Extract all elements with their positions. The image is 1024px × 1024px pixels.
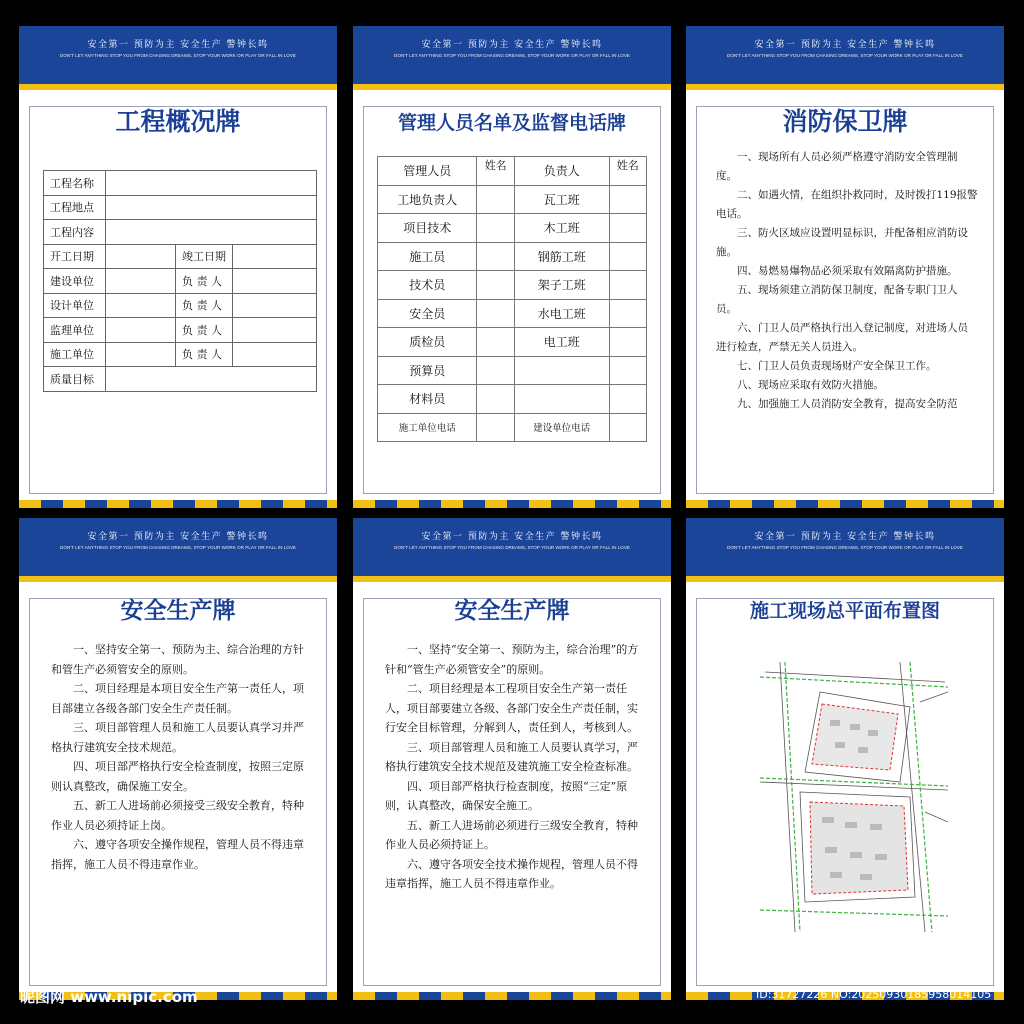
table-row: [378, 157, 647, 186]
board-header: [353, 26, 671, 84]
paragraph: 四、项目部严格执行检查制度，按照“三定”原则，认真整改，确保安全施工。: [385, 779, 628, 812]
table-row: [44, 318, 317, 343]
row-label: 施工单位: [44, 342, 106, 367]
table-cell: 管理人员: [378, 157, 477, 186]
slogan-en: DON'T LET ANYTHING STOP YOU FROM CHASING DREAMS, STOP YOUR WORK OR PLAY OR FALL IN LOVE: [727, 53, 963, 58]
board-staff-list: [353, 26, 671, 508]
value-cell: [106, 195, 317, 220]
value-cell: [106, 220, 317, 245]
table-cell: [609, 214, 647, 243]
row-label: 工程地点: [44, 195, 106, 220]
table-cell: 负责人: [514, 157, 609, 186]
table-cell: [609, 385, 647, 414]
paragraph: 二、项目经理是本工程项目安全生产第一责任人，项目部要建立各级、各部门安全生产责任制，实行安全目标管理，分解到人，责任到人，考核到人。: [385, 682, 638, 734]
paragraph: 六、遵守各项安全操作规程，管理人员不得违章指挥，施工人员不得违章作业。: [51, 838, 304, 871]
table-row: [44, 342, 317, 367]
board-fire-safety: [686, 26, 1004, 508]
table-cell: 项目技术: [378, 214, 477, 243]
row-label: 质量目标: [44, 367, 106, 392]
paragraph: 八、现场应采取有效防火措施。: [737, 379, 884, 391]
slogan-en: DON'T LET ANYTHING STOP YOU FROM CHASING DREAMS, STOP YOUR WORK OR PLAY OR FALL IN LOVE: [394, 545, 630, 550]
slogan-en: DON'T LET ANYTHING STOP YOU FROM CHASING DREAMS, STOP YOUR WORK OR PLAY OR FALL IN LOVE: [394, 53, 630, 58]
table-cell: [477, 271, 514, 300]
paragraph: 六、门卫人员严格执行出入登记制度，对进场人员进行检查，严禁无关人员进入。: [716, 322, 968, 353]
yellow-stripe: [353, 576, 671, 582]
table-cell: [514, 385, 609, 414]
table-cell: [477, 385, 514, 414]
slogan-en: DON'T LET ANYTHING STOP YOU FROM CHASING DREAMS, STOP YOUR WORK OR PLAY OR FALL IN LOVE: [60, 545, 296, 550]
table-cell: [609, 271, 647, 300]
board-safety-production-2: [353, 518, 671, 1000]
board-header: [19, 26, 337, 84]
yellow-stripe: [19, 84, 337, 90]
table-cell: [609, 356, 647, 385]
paragraph: 九、加强施工人员消防安全教育，提高安全防范: [737, 398, 958, 410]
yellow-stripe: [686, 576, 1004, 582]
row-label: 负 责 人: [176, 342, 233, 367]
overview-table: [43, 170, 317, 392]
table-cell: [477, 328, 514, 357]
staff-table: [377, 156, 647, 442]
slogan: 安全第一 预防为主 安全生产 警钟长鸣: [754, 40, 936, 50]
watermark-id: ID:31727226 NO:20250930185958014105: [756, 988, 992, 1001]
paragraph: 一、坚持“安全第一、预防为主，综合治理”的方针和“管生产必须管安全”的原则。: [385, 643, 639, 676]
board-header: [19, 518, 337, 576]
bottom-stripe: [686, 500, 1004, 508]
table-cell: [477, 185, 514, 214]
board-title: 施工现场总平面布置图: [749, 600, 940, 622]
value-cell: [233, 293, 317, 318]
board-title: 安全生产牌: [120, 597, 236, 624]
rules-text: [385, 640, 641, 894]
value-cell: [106, 269, 176, 294]
paragraph: 一、现场所有人员必须严格遵守消防安全管理制度。: [716, 151, 958, 182]
row-label: 工程名称: [44, 171, 106, 196]
value-cell: [233, 269, 317, 294]
table-row: [44, 171, 317, 196]
table-cell: [477, 356, 514, 385]
value-cell: [106, 244, 176, 269]
table-cell: 质检员: [378, 328, 477, 357]
board-header: [353, 518, 671, 576]
table-cell: 工地负责人: [378, 185, 477, 214]
slogan-en: DON'T LET ANYTHING STOP YOU FROM CHASING DREAMS, STOP YOUR WORK OR PLAY OR FALL IN LOVE: [727, 545, 963, 550]
paragraph: 二、如遇火情，在组织扑救同时，及时拨打119报警电话。: [716, 189, 978, 220]
value-cell: [233, 342, 317, 367]
row-label: 竣工日期: [176, 244, 233, 269]
value-cell: [106, 342, 176, 367]
table-row: [378, 214, 647, 243]
paragraph: 三、防火区域应设置明显标识，并配备相应消防设施。: [716, 227, 968, 258]
yellow-stripe: [686, 84, 1004, 90]
table-row: [44, 244, 317, 269]
table-row: [44, 293, 317, 318]
table-cell: [477, 242, 514, 271]
paragraph: 三、项目部管理人员和施工人员要认真学习，严格执行建筑安全技术规范及建筑施工安全检查标准。: [385, 740, 638, 773]
table-cell: [514, 356, 609, 385]
paragraph: 五、新工人进场前必须进行三级安全教育，特种作业人员必须持证上。: [385, 818, 638, 851]
board-project-overview: [19, 26, 337, 508]
board-safety-production-1: [19, 518, 337, 1000]
row-label: 建设单位: [44, 269, 106, 294]
board-header: [686, 26, 1004, 84]
rules-text: [51, 640, 309, 874]
paragraph: 四、易燃易爆物品必须采取有效隔离防护措施。: [737, 265, 958, 277]
table-cell: 技术员: [378, 271, 477, 300]
paragraph: 一、坚持安全第一、预防为主、综合治理的方针和管生产必须管安全的原则。: [51, 643, 304, 676]
table-row: [378, 299, 647, 328]
value-cell: [106, 171, 317, 196]
paragraph: 三、项目部管理人员和施工人员要认真学习并严格执行建筑安全技术规范。: [51, 721, 304, 754]
table-cell: 材料员: [378, 385, 477, 414]
table-cell: 建设单位电话: [514, 413, 609, 442]
value-cell: [106, 367, 317, 392]
slogan: 安全第一 预防为主 安全生产 警钟长鸣: [87, 532, 269, 542]
table-cell: [609, 413, 647, 442]
paragraph: 五、现场须建立消防保卫制度，配备专职门卫人员。: [716, 284, 958, 315]
paragraph: 二、项目经理是本项目安全生产第一责任人，项目部建立各级各部门安全生产责任制。: [51, 682, 304, 715]
table-cell: [609, 299, 647, 328]
yellow-stripe: [353, 84, 671, 90]
table-row: [44, 269, 317, 294]
paragraph: 七、门卫人员负责现场财产安全保卫工作。: [737, 360, 937, 372]
board-title: 工程概况牌: [115, 107, 241, 136]
table-row: [44, 367, 317, 392]
bottom-stripe: [353, 500, 671, 508]
table-row: [378, 413, 647, 442]
slogan: 安全第一 预防为主 安全生产 警钟长鸣: [421, 40, 603, 50]
table-row: [378, 328, 647, 357]
row-label: 工程内容: [44, 220, 106, 245]
table-cell: 瓦工班: [514, 185, 609, 214]
row-label: 负 责 人: [176, 293, 233, 318]
row-label: 开工日期: [44, 244, 106, 269]
value-cell: [106, 293, 176, 318]
table-cell: 架子工班: [514, 271, 609, 300]
slogan-en: DON'T LET ANYTHING STOP YOU FROM CHASING DREAMS, STOP YOUR WORK OR PLAY OR FALL IN LOVE: [60, 53, 296, 58]
slogan: 安全第一 预防为主 安全生产 警钟长鸣: [754, 532, 936, 542]
table-cell: [477, 214, 514, 243]
table-cell: [477, 299, 514, 328]
table-cell: [609, 328, 647, 357]
table-cell: 施工单位电话: [378, 413, 477, 442]
board-title: 管理人员名单及监督电话牌: [397, 112, 626, 134]
table-row: [44, 220, 317, 245]
board-title: 安全生产牌: [454, 597, 570, 624]
value-cell: [106, 318, 176, 343]
board-header: [686, 518, 1004, 576]
table-cell: 钢筋工班: [514, 242, 609, 271]
paragraph: 六、遵守各项安全技术操作规程，管理人员不得违章指挥，施工人员不得违章作业。: [385, 857, 638, 890]
value-cell: [233, 244, 317, 269]
site-plan-map: [760, 662, 948, 932]
paragraph: 五、新工人进场前必须接受三级安全教育，特种作业人员必须持证上岗。: [51, 799, 304, 832]
table-row: [378, 385, 647, 414]
rules-text: [716, 148, 978, 414]
table-row: [378, 271, 647, 300]
table-cell: 木工班: [514, 214, 609, 243]
table-cell: [609, 242, 647, 271]
paragraph: 四、项目部严格执行安全检查制度，按照三定原则认真整改，确保施工安全。: [51, 760, 304, 793]
watermark-site: 昵图网 www.nipic.com: [20, 988, 198, 1006]
table-cell: 姓名: [477, 157, 514, 186]
row-label: 设计单位: [44, 293, 106, 318]
row-label: 监理单位: [44, 318, 106, 343]
slogan: 安全第一 预防为主 安全生产 警钟长鸣: [421, 532, 603, 542]
table-cell: [477, 413, 514, 442]
table-row: [378, 356, 647, 385]
bottom-stripe: [353, 992, 671, 1000]
table-cell: 预算员: [378, 356, 477, 385]
slogan: 安全第一 预防为主 安全生产 警钟长鸣: [87, 40, 269, 50]
table-cell: 安全员: [378, 299, 477, 328]
row-label: 负 责 人: [176, 269, 233, 294]
bottom-stripe: [19, 500, 337, 508]
table-cell: 姓名: [609, 157, 647, 186]
table-cell: 水电工班: [514, 299, 609, 328]
board-title: 消防保卫牌: [782, 107, 908, 136]
yellow-stripe: [19, 576, 337, 582]
table-cell: 电工班: [514, 328, 609, 357]
value-cell: [233, 318, 317, 343]
table-cell: [609, 185, 647, 214]
table-row: [44, 195, 317, 220]
table-row: [378, 185, 647, 214]
table-cell: 施工员: [378, 242, 477, 271]
row-label: 负 责 人: [176, 318, 233, 343]
table-row: [378, 242, 647, 271]
